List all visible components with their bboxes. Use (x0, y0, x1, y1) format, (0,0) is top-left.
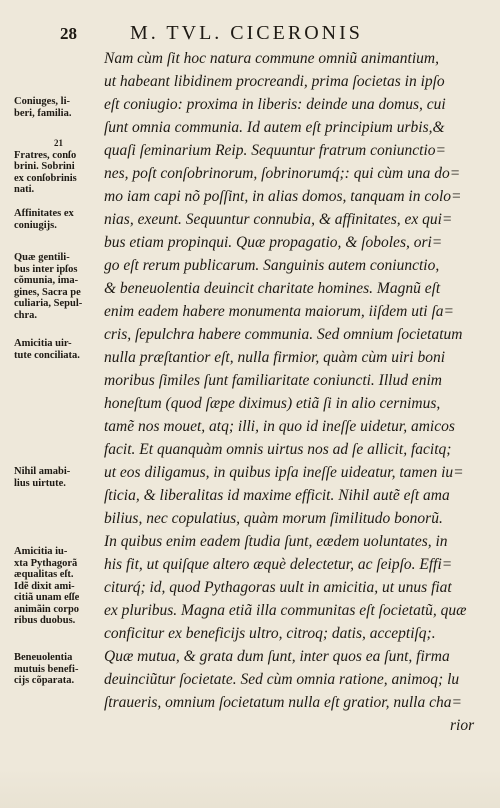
text-line: facit. Et quanquàm omnis uirtus nos ad ſe allicit, facitq; (104, 441, 452, 458)
text-line: ut habeant libidinem procreandi, prima ſocietas in ipſo (104, 73, 445, 90)
text-line: Quæ mutua, & grata dum ſunt, inter quos ea ſunt, firma (104, 648, 450, 665)
text-line: bus etiam propinqui. Quæ propagatio, & ſoboles, ori= (104, 234, 443, 251)
margin-note-line: tute conciliata. (14, 349, 80, 361)
text-line: ex pluribus. Magna etiã illa communitas eſt ſocietatũ, quæ (104, 602, 467, 619)
margin-note-line: Fratres, conſo (14, 149, 77, 161)
text-line: tamẽ nos mouet, atq; illi, in quo id ineſſe uidetur, amicos (104, 418, 455, 435)
margin-note-line: Amicitia uir- (14, 338, 72, 349)
margin-note-line: mutuis benefi- (14, 663, 79, 675)
margin-note-line: chra. (14, 309, 38, 321)
text-line: quaſi ſeminarium Reip. Sequuntur fratrum coniunctio= (104, 142, 446, 159)
text-line: go eſt rerum publicarum. Sanguinis autem coniunctio, (104, 257, 440, 274)
text-line: In quibus enim eadem ſtudia ſunt, eædem uoluntates, in (104, 533, 448, 550)
page-edge-shading (0, 768, 500, 808)
text-line: moribus ſimiles ſunt familiaritate coniuncti. Illud enim (104, 372, 442, 389)
margin-note-line: cijs cõparata. (14, 675, 75, 686)
margin-note-line: lius uirtute. (14, 477, 66, 489)
margin-note-line: cõmunia, ima- (14, 275, 79, 286)
text-line: nulla præſtantior eſt, nulla firmior, quàm cùm uiri boni (104, 349, 446, 366)
text-line: Nam cùm ſit hoc natura commune omniũ animantium, (104, 50, 439, 67)
page-number: 28 (60, 24, 77, 43)
text-line: ſtraueris, omnium ſocietatum nulla eſt gratior, nulla cha= (104, 694, 462, 711)
text-line: cris, ſepulchra habere communia. Sed omnium ſocietatum (104, 326, 463, 343)
margin-note (14, 338, 106, 361)
running-title: M. TVL. CICERONIS (130, 22, 363, 44)
margin-note-line: animãin corpo (14, 603, 80, 615)
margin-note-line: culiaria, Sepul- (14, 298, 83, 309)
margin-note-line: brini. Sobrini (14, 161, 75, 172)
margin-note (14, 466, 106, 489)
margin-note-line: gines, Sacra pe (14, 286, 81, 298)
page-header (60, 14, 480, 42)
catchword: rior (450, 717, 475, 734)
margin-note-line: Quæ gentili- (14, 252, 70, 263)
text-line: ſunt omnia communia. Id autem eſt principium urbis,& (104, 119, 445, 136)
margin-note-line: citiã unam eſſe (14, 592, 80, 603)
margin-note-line: nati. (14, 184, 35, 195)
text-line: nias, exeunt. Sequuntur connubia, & affinitates, ex qui= (104, 211, 453, 228)
margin-note-line: Amicitia iu- (14, 546, 68, 557)
margin-note (14, 138, 106, 196)
margin-note-line: æqualitas eſt. (14, 569, 74, 580)
margin-note (14, 96, 106, 119)
margin-note-line: coniugijs. (14, 219, 57, 231)
margin-note-line: ribus duobus. (14, 615, 76, 626)
margin-note-line: Idẽ dixit ami- (14, 580, 75, 592)
text-line: nes, poſt conſobrinorum, ſobrinorumq́;: qui cùm una do= (104, 165, 461, 182)
text-line: citurq́; id, quod Pythagoras uult in amicitia, ut unus fiat (104, 579, 452, 596)
text-line: deuinciũtur ſocietate. Sed cùm omnia ratione, animoq; lu (104, 671, 460, 688)
margin-note-line: xta Pythagorã (14, 557, 78, 569)
text-line: mo iam capi nõ poſſint, in alias domos, tanquam in colo= (104, 188, 462, 205)
margin-note-line: Coniuges, li- (14, 96, 71, 107)
margin-note (14, 252, 106, 321)
margin-note-line: 21 (54, 138, 63, 148)
margin-note-line: ex conſobrinis (14, 172, 77, 184)
text-line: his fit, ut quiſque altero æquè delectetur, ac ſeipſo. Effi= (104, 556, 453, 573)
text-line: & beneuolentia deuincit charitate homines. Magnũ eſt (104, 280, 441, 297)
margin-note (14, 208, 106, 231)
text-line: ſticia, & liberalitas id maxime efficit. Nihil autẽ eſt ama (104, 487, 450, 504)
margin-note (14, 546, 106, 627)
margin-note (14, 652, 106, 687)
text-line: enim eadem habere monumenta maiorum, iiſdem uti ſa= (104, 303, 454, 320)
text-line: ut eos diligamus, in quibus ipſa ineſſe uideatur, tamen iu= (104, 464, 464, 481)
text-line: honeſtum (quod ſæpe diximus) etiã ſi in alio cernimus, (104, 395, 441, 412)
margin-note-line: Affinitates ex (14, 208, 74, 219)
margin-note-line: Nihil amabi- (14, 466, 71, 477)
text-line: bilius, nec copulatius, quàm morum ſimilitudo bonorũ. (104, 510, 443, 527)
margin-note-line: bus inter ipſos (14, 263, 78, 275)
text-line: conficitur ex beneficijs ultro, citroq; datis, acceptiſq;. (104, 625, 436, 642)
margin-note-line: Beneuolentia (14, 652, 73, 663)
margin-note-line: beri, familia. (14, 107, 72, 119)
text-line: eſt coniugio: proxima in liberis: deinde una domus, cui (104, 96, 446, 113)
